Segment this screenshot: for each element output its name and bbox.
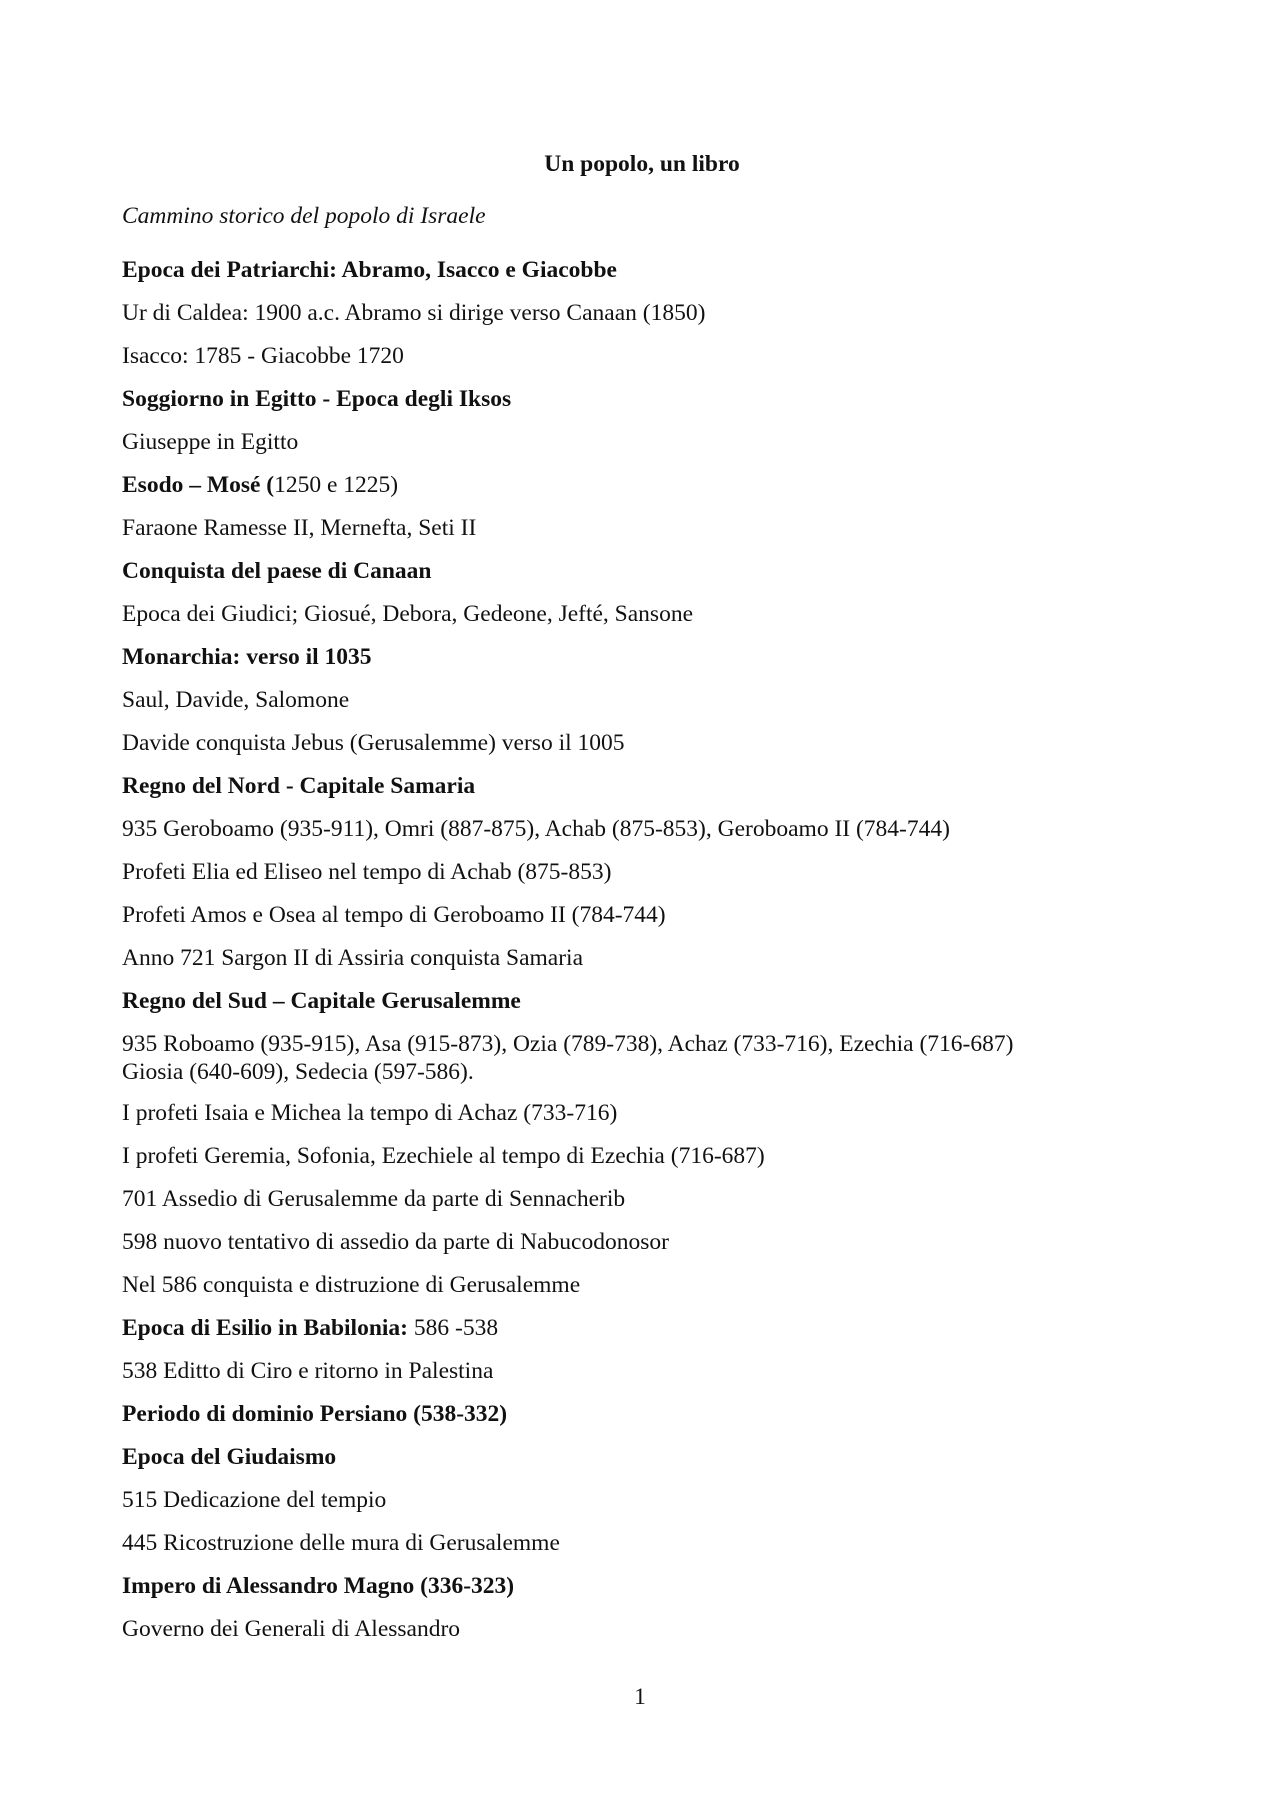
- text-line: Nel 586 conquista e distruzione di Gerusalemme: [122, 1272, 581, 1298]
- text-line: Governo dei Generali di Alessandro: [122, 1616, 461, 1642]
- text-line: 598 nuovo tentativo di assedio da parte di Nabucodonosor: [122, 1229, 669, 1255]
- text-line: Profeti Amos e Osea al tempo di Geroboamo II (784-744): [122, 902, 666, 928]
- esilio-dates: 586 -538: [408, 1315, 499, 1341]
- text-line: Giosia (640-609), Sedecia (597-586).: [122, 1059, 474, 1085]
- section-heading-conquista: Conquista del paese di Canaan: [122, 558, 432, 584]
- esodo-dates: 1250 e 1225): [274, 472, 399, 498]
- section-heading-persiano: Periodo di dominio Persiano (538-332): [122, 1401, 508, 1427]
- text-line: Giuseppe in Egitto: [122, 429, 299, 455]
- section-heading-patriarchi: Epoca dei Patriarchi: Abramo, Isacco e Giacobbe: [122, 257, 617, 283]
- text-line: Anno 721 Sargon II di Assiria conquista Samaria: [122, 945, 584, 971]
- section-heading-regno-nord: Regno del Nord - Capitale Samaria: [122, 773, 476, 799]
- text-line: 701 Assedio di Gerusalemme da parte di Sennacherib: [122, 1186, 626, 1212]
- section-heading-esodo: [122, 471, 1162, 499]
- esilio-bold-part: Epoca di Esilio in Babilonia:: [122, 1315, 409, 1341]
- text-line: I profeti Geremia, Sofonia, Ezechiele al tempo di Ezechia (716-687): [122, 1143, 765, 1169]
- section-heading-giudaismo: Epoca del Giudaismo: [122, 1444, 337, 1470]
- section-heading-egitto: Soggiorno in Egitto - Epoca degli Iksos: [122, 386, 512, 412]
- text-line: Saul, Davide, Salomone: [122, 687, 350, 713]
- text-line: Isacco: 1785 - Giacobbe 1720: [122, 343, 404, 369]
- document-body: [122, 150, 1162, 1658]
- document-title: Un popolo, un libro: [544, 151, 740, 177]
- text-line: Faraone Ramesse II, Mernefta, Seti II: [122, 515, 477, 541]
- section-heading-monarchia: Monarchia: verso il 1035: [122, 644, 372, 670]
- text-line: 935 Geroboamo (935-911), Omri (887-875), Achab (875-853), Geroboamo II (784-744): [122, 816, 950, 842]
- section-heading-alessandro: Impero di Alessandro Magno (336-323): [122, 1573, 515, 1599]
- text-line: 935 Roboamo (935-915), Asa (915-873), Ozia (789-738), Achaz (733-716), Ezechia (716-687): [122, 1031, 1014, 1057]
- text-line: I profeti Isaia e Michea la tempo di Achaz (733-716): [122, 1100, 618, 1126]
- text-line: Davide conquista Jebus (Gerusalemme) verso il 1005: [122, 730, 625, 756]
- text-paragraph-roboamo: [122, 1030, 1162, 1086]
- esodo-bold-part: Esodo – Mosé (: [122, 472, 275, 498]
- section-heading-esilio: [122, 1314, 1162, 1342]
- document-subtitle: Cammino storico del popolo di Israele: [122, 203, 486, 229]
- section-heading-regno-sud: Regno del Sud – Capitale Gerusalemme: [122, 988, 521, 1014]
- text-line: Ur di Caldea: 1900 a.c. Abramo si dirige verso Canaan (1850): [122, 300, 706, 326]
- text-line: 445 Ricostruzione delle mura di Gerusalemme: [122, 1530, 560, 1556]
- page-number: 1: [634, 1684, 646, 1710]
- text-line: 538 Editto di Ciro e ritorno in Palestina: [122, 1358, 494, 1384]
- text-line: Epoca dei Giudici; Giosué, Debora, Gedeone, Jefté, Sansone: [122, 601, 693, 627]
- text-line: Profeti Elia ed Eliseo nel tempo di Achab (875-853): [122, 859, 612, 885]
- text-line: 515 Dedicazione del tempio: [122, 1487, 387, 1513]
